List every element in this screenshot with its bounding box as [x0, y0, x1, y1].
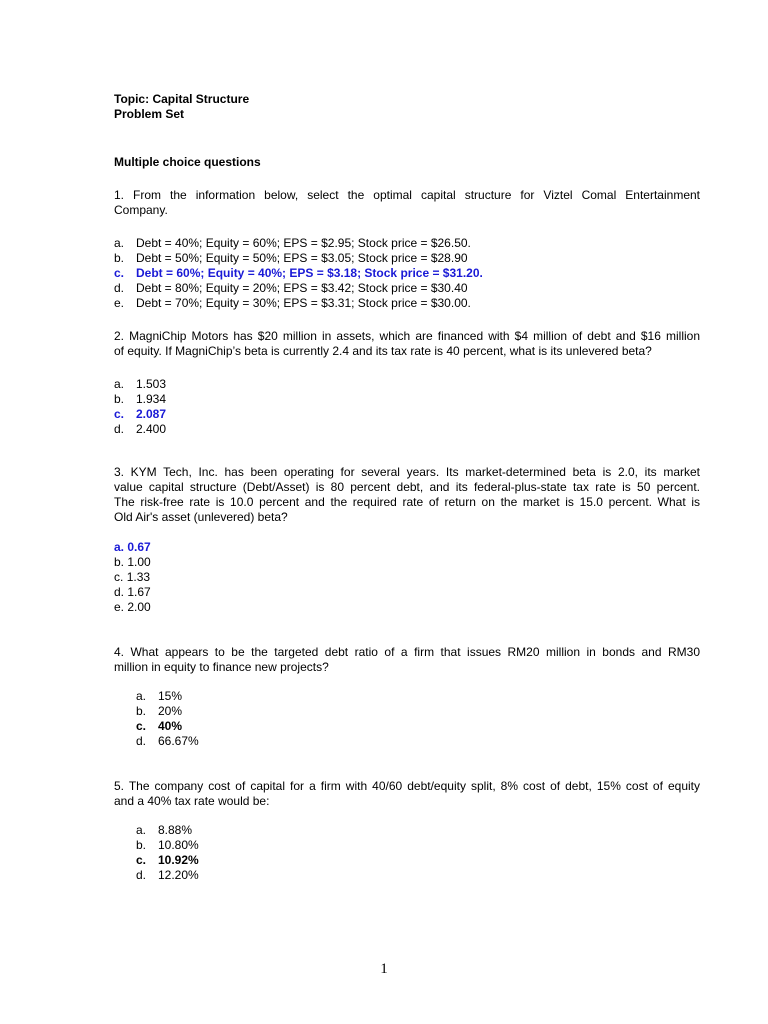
page-number: 1: [380, 961, 388, 977]
option-text: 1.33: [126, 570, 151, 584]
option-text: 8.88%: [158, 823, 193, 837]
option-text: 40%: [158, 719, 183, 733]
q3-option-b: [114, 555, 151, 570]
option-label: a.: [136, 689, 147, 703]
question-3-line-1: 3. KYM Tech, Inc. has been operating for several years. Its market-determined beta is 2.0, its market: [114, 465, 700, 479]
question-1-line-1: 1. From the information below, select the optimal capital structure for Viztel Comal Entertainment: [114, 188, 700, 202]
q1-option-c-answer: [114, 266, 483, 281]
option-label: c.: [136, 853, 147, 867]
question-2-line-1: 2. MagniChip Motors has $20 million in assets, which are financed with $4 million of debt and $16 million: [114, 329, 700, 343]
option-label: d.: [114, 422, 125, 436]
option-text: 1.503: [136, 377, 167, 391]
q5-option-d: [136, 868, 199, 883]
q1-option-d: [114, 281, 468, 296]
q5-option-c-answer: [136, 853, 199, 868]
q3-option-a-answer: [114, 540, 151, 555]
option-text: Debt = 50%; Equity = 50%; EPS = $3.05; Stock price = $28.90: [136, 251, 468, 265]
option-text: 1.00: [127, 555, 151, 569]
option-text: 20%: [158, 704, 183, 718]
option-text: 2.00: [127, 600, 151, 614]
option-text: 12.20%: [158, 868, 199, 882]
q2-option-a: [114, 377, 166, 392]
option-text: Debt = 60%; Equity = 40%; EPS = $3.18; Stock price = $31.20.: [136, 266, 483, 280]
question-3-line-3: The risk-free rate is 10.0 percent and the required rate of return on the market is 15.0 percent. What is: [114, 495, 700, 509]
question-1-line-2: Company.: [114, 203, 168, 217]
question-3-line-4: Old Air's asset (unlevered) beta?: [114, 510, 288, 524]
option-text: 10.92%: [158, 853, 199, 867]
option-text: 1.67: [127, 585, 151, 599]
option-label: d.: [114, 281, 125, 295]
question-4-line-2: million in equity to finance new projects?: [114, 660, 329, 674]
option-text: 2.087: [136, 407, 167, 421]
document-topic: Topic: Capital Structure: [114, 92, 250, 106]
option-label: e.: [114, 600, 125, 614]
q2-option-b: [114, 392, 166, 407]
q3-option-c: [114, 570, 150, 585]
section-heading: Multiple choice questions: [114, 155, 261, 169]
q5-option-b: [136, 838, 199, 853]
option-label: d.: [136, 868, 147, 882]
question-5-line-1: 5. The company cost of capital for a firm with 40/60 debt/equity split, 8% cost of debt, 15% cost of equity: [114, 779, 700, 793]
question-3-line-2: value capital structure (Debt/Asset) is 80 percent debt, and its federal-plus-state tax rate is 50 percent.: [114, 480, 700, 494]
option-text: 1.934: [136, 392, 167, 406]
q2-option-c-answer: [114, 407, 166, 422]
question-4-line-1: 4. What appears to be the targeted debt ratio of a firm that issues RM20 million in bonds and RM30: [114, 645, 700, 659]
option-text: 0.67: [127, 540, 151, 554]
q2-option-d: [114, 422, 166, 437]
q3-option-e: [114, 600, 151, 615]
option-label: b.: [136, 704, 147, 718]
document-subtitle: Problem Set: [114, 107, 185, 121]
q1-option-a: [114, 236, 471, 251]
option-label: c.: [114, 266, 125, 280]
option-text: Debt = 80%; Equity = 20%; EPS = $3.42; Stock price = $30.40: [136, 281, 468, 295]
option-label: c.: [114, 570, 124, 584]
option-text: Debt = 70%; Equity = 30%; EPS = $3.31; Stock price = $30.00.: [136, 296, 471, 310]
q1-option-e: [114, 296, 471, 311]
option-label: e.: [114, 296, 125, 310]
q5-option-a: [136, 823, 192, 838]
option-label: b.: [114, 555, 125, 569]
option-label: a.: [114, 377, 125, 391]
option-label: b.: [114, 392, 125, 406]
option-label: d.: [114, 585, 125, 599]
question-2-line-2: of equity. If MagniChip’s beta is currently 2.4 and its tax rate is 40 percent, what is its unlevered beta?: [114, 344, 652, 358]
q4-option-b: [136, 704, 182, 719]
question-5-line-2: and a 40% tax rate would be:: [114, 794, 270, 808]
option-text: 66.67%: [158, 734, 199, 748]
option-text: 2.400: [136, 422, 167, 436]
q3-option-d: [114, 585, 151, 600]
option-label: d.: [136, 734, 147, 748]
option-label: a.: [114, 236, 125, 250]
option-label: b.: [114, 251, 125, 265]
q1-option-b: [114, 251, 468, 266]
option-text: Debt = 40%; Equity = 60%; EPS = $2.95; Stock price = $26.50.: [136, 236, 471, 250]
q4-option-d: [136, 734, 199, 749]
option-label: a.: [114, 540, 125, 554]
option-text: 15%: [158, 689, 183, 703]
q4-option-c-answer: [136, 719, 182, 734]
option-text: 10.80%: [158, 838, 199, 852]
option-label: b.: [136, 838, 147, 852]
option-label: c.: [136, 719, 147, 733]
q4-option-a: [136, 689, 182, 704]
option-label: c.: [114, 407, 125, 421]
option-label: a.: [136, 823, 147, 837]
